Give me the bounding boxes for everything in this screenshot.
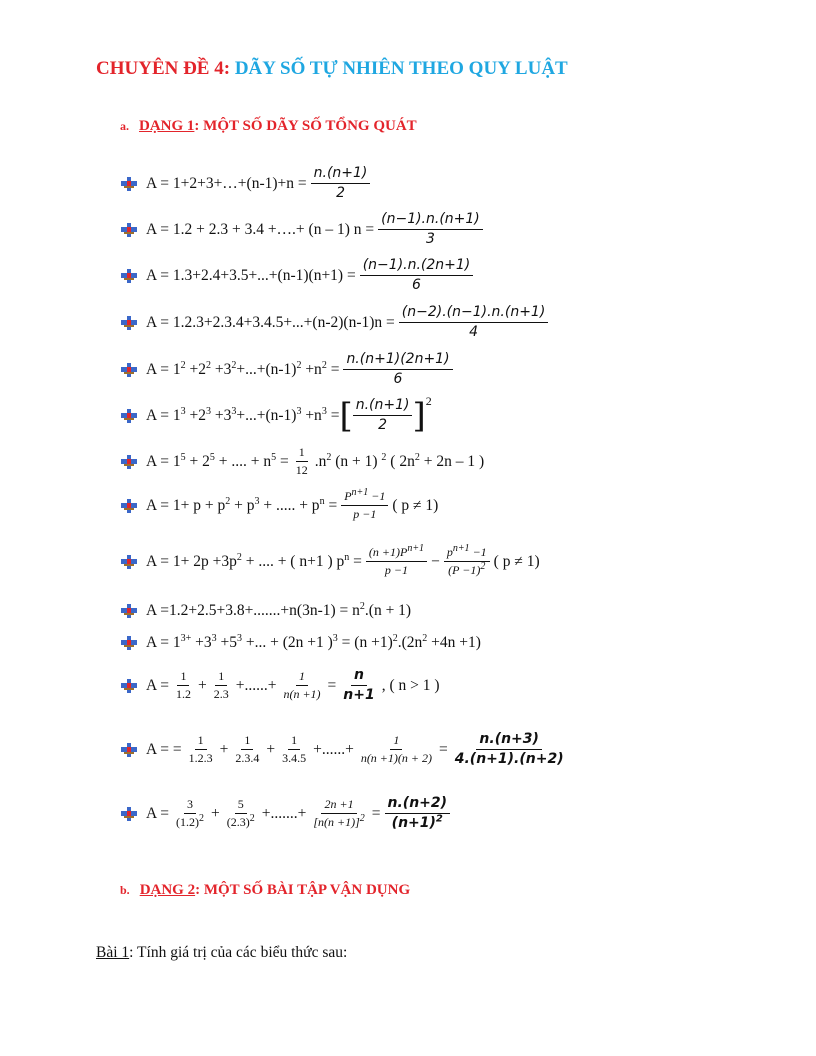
formula-row bbox=[120, 732, 571, 768]
formula-row bbox=[120, 602, 411, 620]
formula-lhs: $A = 1+ p + p^2 + p^3$ + ..... + $p^n$ = bbox=[146, 495, 338, 514]
condition: ( p ≠ 1) bbox=[392, 496, 439, 514]
exercise-text: : Tính giá trị của các biểu thức sau: bbox=[129, 944, 348, 961]
fraction: $\frac{n}{n+1}$ bbox=[343, 667, 375, 704]
fraction: $\frac{3}{(1.2)^2}$ bbox=[175, 797, 204, 830]
pushpin-bullet-icon bbox=[120, 603, 138, 619]
section-b-title: : MỘT SỐ BÀI TẬP VẬN DỤNG bbox=[195, 882, 411, 898]
fraction: $\frac{n.(n+2)}{(n+1)^2}$ bbox=[385, 796, 451, 832]
formula-row bbox=[120, 796, 454, 832]
exercise-prompt bbox=[96, 944, 347, 962]
formula-text: $A =1.2+2.5+3.8+.......+n(3n-1) = n^2.(n + 1)$ bbox=[146, 600, 412, 619]
formula-lhs: A = 1.3+2.4+3.5+...+(n-1)(n+1) = bbox=[146, 266, 356, 284]
plus-sign: + bbox=[210, 804, 220, 822]
fraction: $\frac{(n +1)P^{n+1}}{p -1}$ bbox=[366, 546, 427, 577]
equals-sign: = bbox=[327, 676, 337, 694]
formula-row bbox=[120, 634, 481, 652]
fraction: $\frac{(n-1).n.(n+1)}{3}$ bbox=[378, 212, 483, 248]
section-a-title: : MỘT SỐ DÃY SỐ TỔNG QUÁT bbox=[194, 118, 417, 134]
fraction: $\frac{n.(n+1)}{2}$ bbox=[353, 398, 413, 434]
section-b-letter: b. bbox=[120, 883, 130, 897]
fraction: $\frac{p^{n+1} -1}{(P -1)^2}$ bbox=[444, 546, 490, 577]
ellipsis: +.......+ bbox=[261, 804, 307, 822]
fraction: $\frac{n.(n+3)}{4.(n+1).(n+2)}$ bbox=[454, 731, 564, 768]
fraction: $\frac{5}{(2.3)^2}$ bbox=[226, 797, 255, 830]
formula-row bbox=[120, 352, 457, 388]
condition: ( p ≠ 1) bbox=[493, 552, 540, 570]
pushpin-bullet-icon bbox=[120, 742, 138, 758]
formula-lhs: $A = 1^5 + 2^5$ + .... + $n^5$ = bbox=[146, 451, 289, 470]
formula-lhs: A = 1.2.3+2.3.4+3.4.5+...+(n-2)(n-1)n = bbox=[146, 313, 395, 331]
fraction: $\frac{1}{3.4.5}$ bbox=[282, 733, 307, 766]
pushpin-bullet-icon bbox=[120, 176, 138, 192]
equals-sign: = bbox=[439, 740, 448, 758]
equals-sign: = bbox=[371, 804, 381, 822]
plus-sign: + bbox=[219, 740, 229, 758]
formula-lhs: A = = bbox=[146, 740, 182, 758]
pushpin-bullet-icon bbox=[120, 498, 138, 514]
formula-row bbox=[120, 258, 477, 294]
fraction: $\frac{1}{2.3}$ bbox=[213, 669, 229, 702]
fraction: $\frac{1}{n(n +1)(n + 2)}$ bbox=[360, 733, 432, 766]
fraction: $\frac{1}{1.2.3}$ bbox=[188, 733, 213, 766]
section-a-heading bbox=[120, 118, 417, 135]
formula-row bbox=[120, 487, 439, 522]
formula-row bbox=[120, 394, 432, 436]
fraction: $\frac{2n +1}{[n(n +1)]^2}$ bbox=[313, 797, 365, 830]
fraction: $\frac{1}{n(n +1)}$ bbox=[283, 669, 321, 702]
formula-lhs: $A = 1^3 +2^3 +3^3+...+(n-1)^3 +n^3$ = bbox=[146, 405, 340, 424]
pushpin-bullet-icon bbox=[120, 678, 138, 694]
formula-text: $A = 1^{3+} +3^3 +5^3$ +... + (2n +1 )$^3 = (n +1)^2.(2n^2 +4n +1)$ bbox=[146, 632, 481, 651]
exercise-label: Bài 1 bbox=[96, 944, 130, 961]
fraction: $\frac{n.(n+1)(2n+1)}{6}$ bbox=[343, 352, 452, 388]
pushpin-bullet-icon bbox=[120, 362, 138, 378]
pushpin-bullet-icon bbox=[120, 454, 138, 470]
fraction: $\frac{P^{n+1} -1}{p -1}$ bbox=[341, 490, 388, 521]
formula-lhs: A = 1+2+3+…+(n-1)+n = bbox=[146, 174, 307, 192]
pushpin-bullet-icon bbox=[120, 268, 138, 284]
formula-lhs: $A = 1+ 2p +3p^2$ + .... + ( n+1 ) $p^n$ = bbox=[146, 551, 362, 570]
formula-row bbox=[120, 212, 487, 248]
minus-sign: − bbox=[431, 552, 440, 570]
fraction: $\frac{1}{12}$ bbox=[295, 445, 308, 478]
page-title bbox=[96, 58, 568, 80]
title-topic-number: CHUYÊN ĐỀ 4: bbox=[96, 58, 231, 79]
formula-row bbox=[120, 543, 540, 578]
fraction: $\frac{(n-2).(n-1).n.(n+1)}{4}$ bbox=[399, 305, 549, 341]
ellipsis: +......+ bbox=[313, 740, 354, 758]
formula-row bbox=[120, 446, 484, 477]
formula-rhs: $.n^2$ (n + 1) $^2$ ( $2n^2 + 2n - 1$ ) bbox=[314, 451, 485, 470]
fraction: $\frac{(n-1).n.(2n+1)}{6}$ bbox=[360, 258, 474, 294]
formula-lhs: $A = 1^2 +2^2 +3^2+...+(n-1)^2 +n^2$ = bbox=[146, 359, 340, 378]
pushpin-bullet-icon bbox=[120, 408, 138, 424]
plus-sign: + bbox=[197, 676, 207, 694]
formula-row bbox=[120, 668, 440, 704]
formula-lhs: A = bbox=[146, 804, 169, 822]
formula-row bbox=[120, 166, 374, 202]
fraction: $\frac{1}{1.2}$ bbox=[175, 669, 191, 702]
outer-exponent: 2 bbox=[425, 394, 432, 409]
pushpin-bullet-icon bbox=[120, 222, 138, 238]
pushpin-bullet-icon bbox=[120, 554, 138, 570]
right-bracket: ] bbox=[412, 395, 426, 436]
left-bracket: [ bbox=[339, 395, 353, 436]
pushpin-bullet-icon bbox=[120, 635, 138, 651]
pushpin-bullet-icon bbox=[120, 315, 138, 331]
section-a-letter: a. bbox=[120, 119, 129, 133]
fraction: $\frac{n.(n+1)}{2}$ bbox=[311, 166, 371, 202]
plus-sign: + bbox=[266, 740, 276, 758]
section-a-label: DẠNG 1 bbox=[139, 118, 195, 134]
title-topic-name: DÃY SỐ TỰ NHIÊN THEO QUY LUẬT bbox=[234, 58, 568, 79]
condition: , ( n > 1 ) bbox=[381, 676, 440, 694]
formula-lhs: A = 1.2 + 2.3 + 3.4 +….+ (n – 1) n = bbox=[146, 220, 375, 238]
fraction: $\frac{1}{2.3.4}$ bbox=[235, 733, 260, 766]
section-b-heading bbox=[120, 882, 410, 899]
ellipsis: +......+ bbox=[235, 676, 277, 694]
formula-lhs: A = bbox=[146, 676, 169, 694]
formula-row bbox=[120, 305, 552, 341]
section-b-label: DẠNG 2 bbox=[139, 882, 196, 898]
pushpin-bullet-icon bbox=[120, 806, 138, 822]
